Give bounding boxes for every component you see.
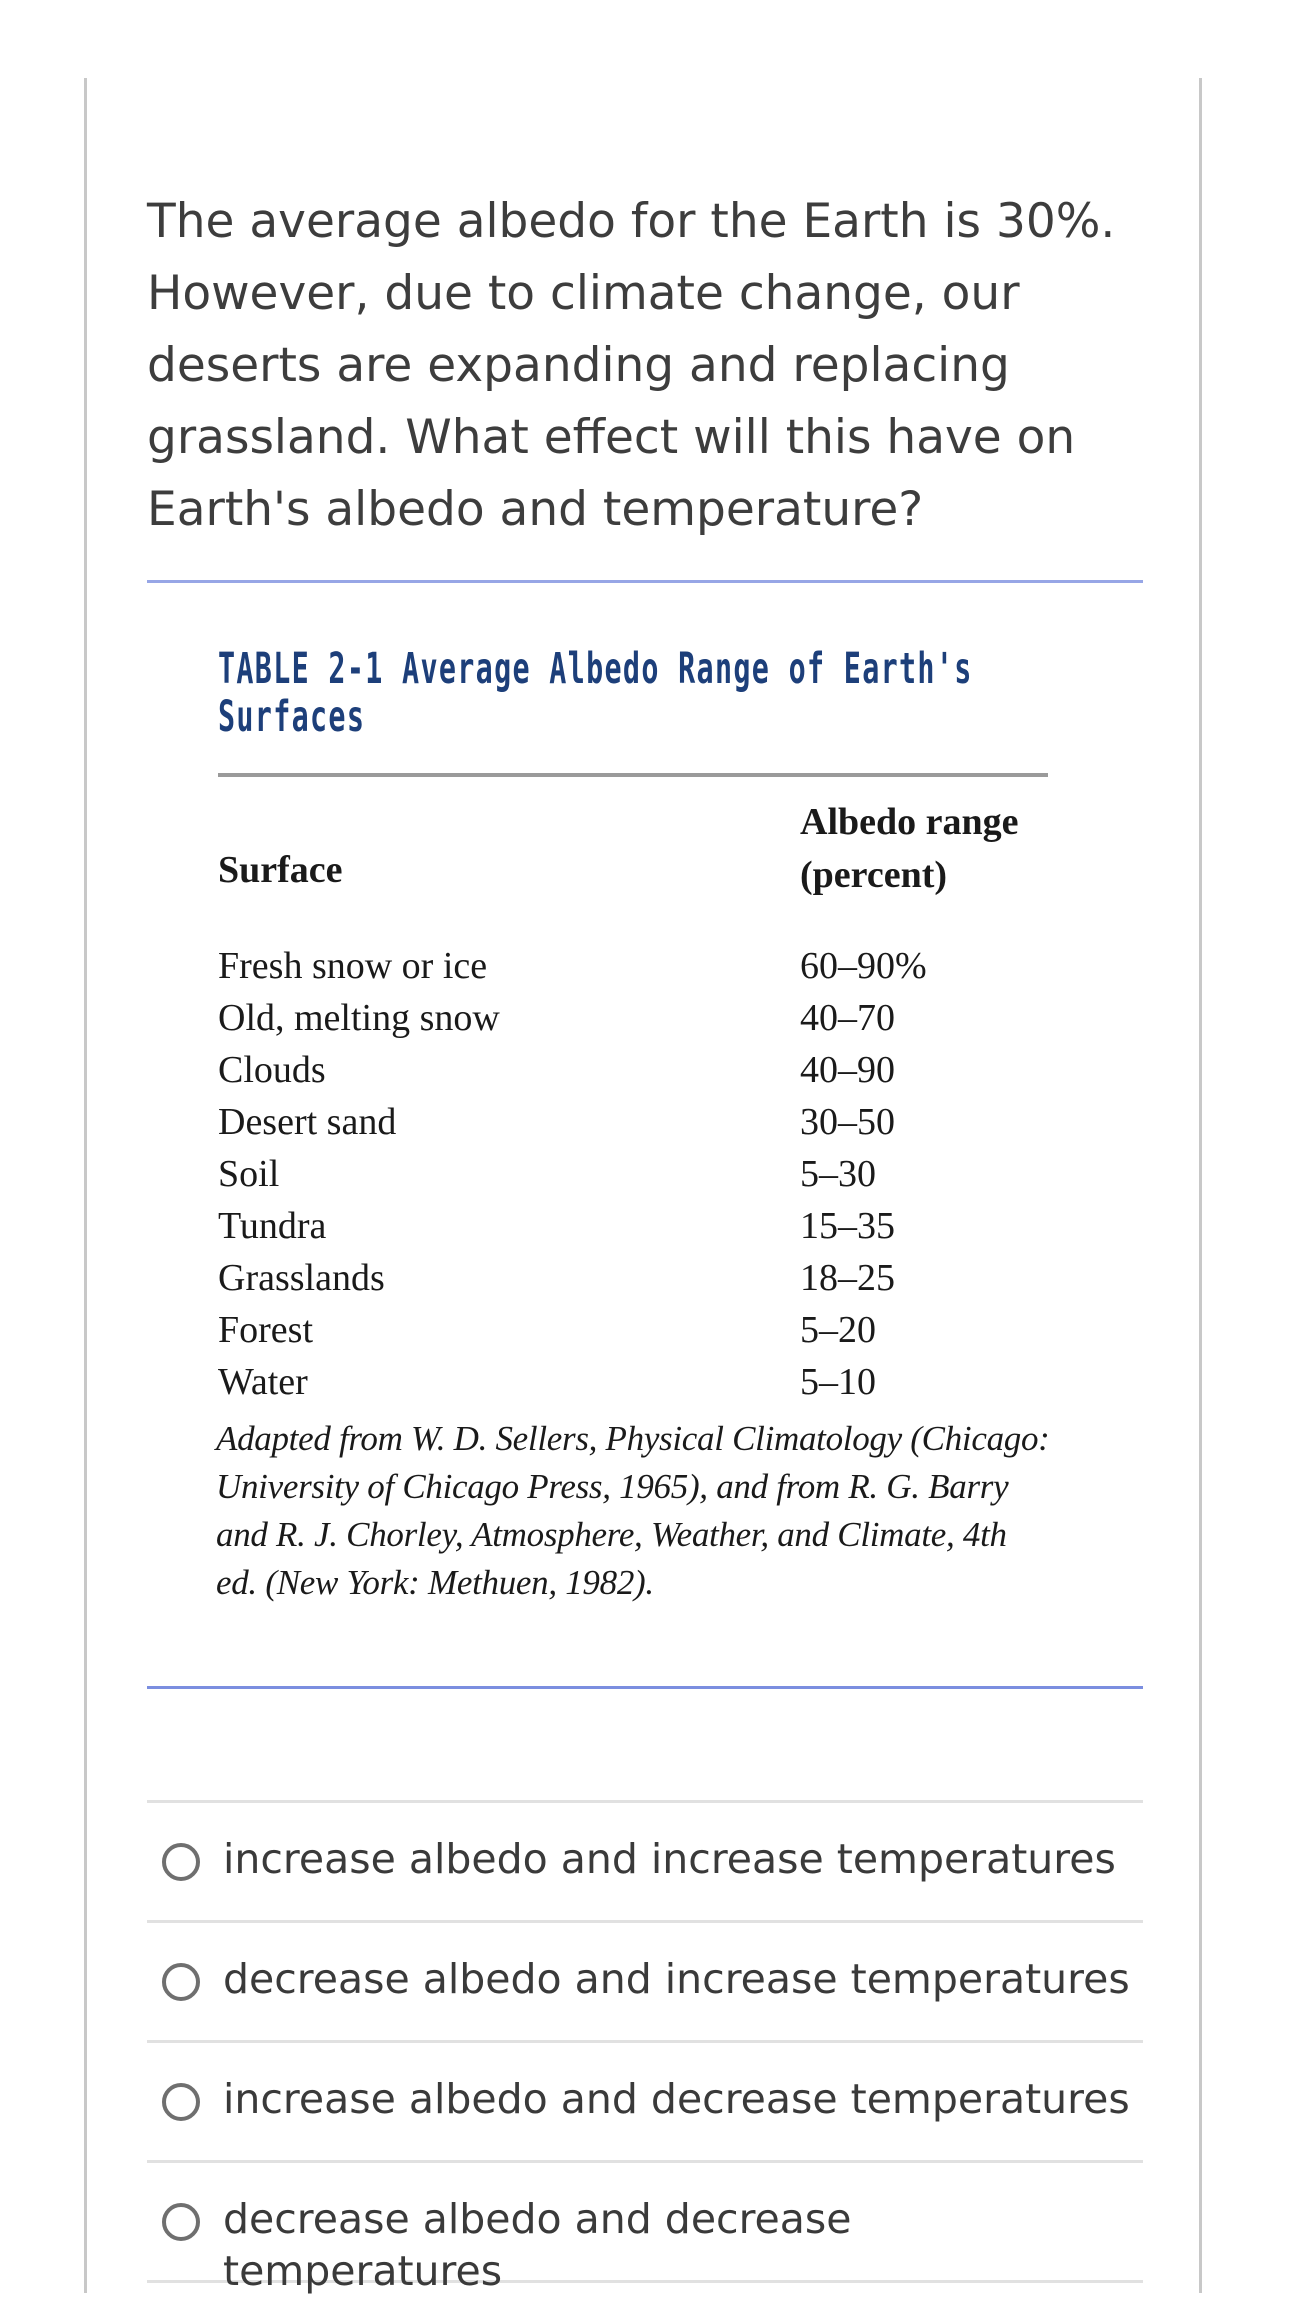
table-row [218, 940, 1058, 992]
row-range: 40–70 [800, 997, 895, 1039]
row-surface: Soil [218, 1153, 280, 1195]
table-title-line1: TABLE 2-1 Average Albedo Range of Earth's [218, 644, 973, 694]
row-surface: Water [218, 1361, 308, 1403]
radio-button-icon[interactable] [162, 1963, 200, 2001]
row-surface: Grasslands [218, 1257, 385, 1299]
table-row [218, 1304, 1058, 1356]
answer-label[interactable]: decrease albedo and increase temperatures [223, 1955, 1130, 2003]
radio-button-icon[interactable] [162, 1843, 200, 1881]
row-surface: Forest [218, 1309, 313, 1351]
answer-option-1[interactable] [147, 1800, 1143, 1923]
table-source-note: Adapted from W. D. Sellers, Physical Climatology (Chicago: University of Chicago Press, 1965), and from R. G. Barry and R. J. Chorley, Atmosphere, Weather, and Climate, 4th ed. (New York: Methuen, 1982). [216, 1419, 1050, 1602]
table-title-line2: Surfaces [218, 692, 366, 742]
table-row [218, 1148, 1058, 1200]
answer-label[interactable]: increase albedo and decrease temperatures [223, 2075, 1130, 2123]
answer-options [147, 1800, 1143, 2295]
row-range: 18–25 [800, 1257, 895, 1299]
header-albedo-line2: (percent) [800, 854, 948, 896]
header-surface: Surface [218, 849, 343, 891]
table-row [218, 992, 1058, 1044]
row-range: 40–90 [800, 1049, 895, 1091]
answer-option-2[interactable] [147, 1923, 1143, 2043]
answer-label[interactable]: decrease albedo and decrease temperatures [223, 2195, 852, 2295]
table-row [218, 1252, 1058, 1304]
row-surface: Old, melting snow [218, 997, 500, 1039]
table-rule [218, 773, 1048, 777]
divider-top [147, 580, 1143, 583]
row-surface: Tundra [218, 1205, 327, 1247]
table-title [218, 645, 1058, 741]
row-range: 15–35 [800, 1205, 895, 1247]
table-row [218, 1200, 1058, 1252]
row-range: 5–20 [800, 1309, 876, 1351]
header-albedo-line1: Albedo range [800, 801, 1019, 843]
row-range: 5–30 [800, 1153, 876, 1195]
table-row [218, 1044, 1058, 1096]
header-albedo [800, 796, 1019, 902]
answer-option-3[interactable] [147, 2043, 1143, 2163]
table-rows [218, 940, 1058, 1408]
row-surface: Fresh snow or ice [218, 945, 488, 987]
radio-button-icon[interactable] [162, 2083, 200, 2121]
answer-label[interactable]: increase albedo and increase temperatures [223, 1835, 1116, 1883]
row-surface: Desert sand [218, 1101, 397, 1143]
row-range: 5–10 [800, 1361, 876, 1403]
row-surface: Clouds [218, 1049, 326, 1091]
answer-option-4[interactable] [147, 2163, 1143, 2295]
table-row [218, 1356, 1058, 1408]
row-range: 60–90% [800, 945, 927, 987]
table-row [218, 1096, 1058, 1148]
radio-button-icon[interactable] [162, 2203, 200, 2241]
row-range: 30–50 [800, 1101, 895, 1143]
question-text: The average albedo for the Earth is 30%. However, due to climate change, our deserts are expanding and replacing grassland. What effect will this have on Earth's albedo and temperature? [147, 194, 1116, 537]
divider-bottom [147, 1686, 1143, 1689]
